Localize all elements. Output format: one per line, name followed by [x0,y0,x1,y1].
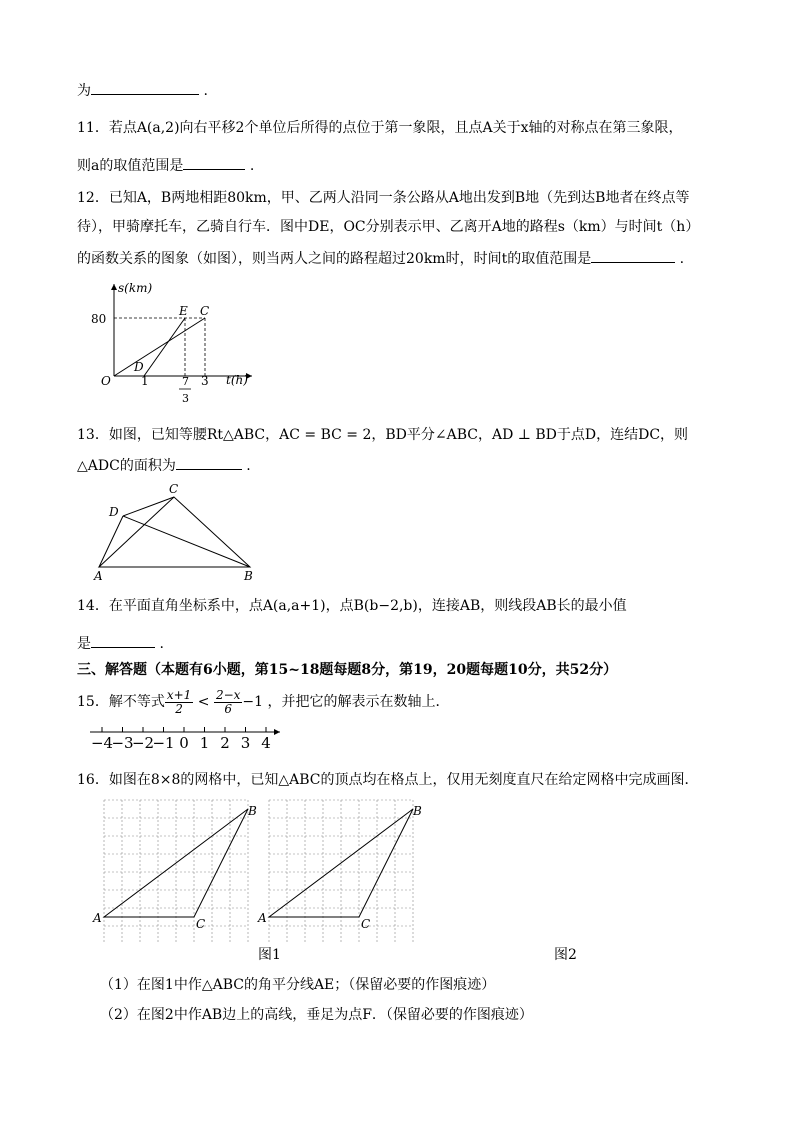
fig1-label-B: B [248,804,257,818]
q15-line [77,684,450,720]
number-line-label: 4 [261,734,271,752]
q11-answer-blank[interactable] [183,155,245,170]
fraction-1-num: x+1 [166,687,192,702]
q13-answer-blank[interactable] [176,455,242,470]
q12-line2: 待），甲骑摩托车，乙骑自行车．图中DE，OC分别表示甲、乙离开A地的路程s（km）与时间t（h） [77,219,700,235]
q11-end: . [249,158,255,174]
triangle-ABC [99,497,250,567]
fig2-label-B: B [413,804,422,818]
number-line-label: 0 [179,734,189,752]
q14-answer-blank[interactable] [91,633,155,648]
q12-graph [88,278,258,413]
fraction-2-num: 2−x [215,687,241,702]
q12-line3-text: 的函数关系的图象（如图），则当两人之间的路程超过20km时，时间t的取值范围是 [77,251,592,267]
fig1-caption: 图1 [258,947,281,963]
q16-figure-1 [90,792,262,942]
label-A: A [94,569,103,583]
number-line-label: −1 [152,734,175,752]
q12-end: . [679,251,685,267]
segment-DC [123,497,174,516]
fig1-label-C: C [196,917,206,931]
q14-line2-text: 是 [77,636,91,652]
q10-end: . [203,83,208,99]
q13-end: . [246,458,251,474]
x-tick-3: 3 [201,374,209,388]
line-OC [114,318,205,376]
y-tick-80: 80 [91,312,107,326]
x-tick-7-3-num: 7 [182,375,189,388]
segment-AD [99,516,123,567]
label-C: C [200,304,210,318]
number-line-label: 1 [199,734,210,752]
q15-prefix: 15．解不等式 [77,694,165,710]
fig2-label-C: C [361,917,371,931]
label-C: C [169,482,179,496]
q15-suffix: ，并把它的解表示在数轴上． [267,694,450,710]
q10-answer-blank[interactable] [91,80,199,95]
q12-answer-blank[interactable] [591,248,675,263]
grid-2 [269,800,413,942]
x-tick-1: 1 [141,374,149,388]
q15-number-line [88,724,288,752]
x-axis-label: t(h) [226,373,248,387]
fraction-2-den: 6 [224,701,232,716]
q15-fraction-1 [165,689,193,716]
q11-line2-text: 则a的取值范围是 [77,158,184,174]
q16-sub1: （1）在图1中作△ABC的角平分线AE；（保留必要的作图痕迹） [100,977,496,993]
section-3-heading: 三、解答题（本题有6小题，第15~18题每题8分，第19，20题每题10分，共52分） [77,662,618,678]
fig1-label-A: A [93,911,102,925]
x-tick-7-3-den: 3 [182,392,189,405]
fig2-label-A: A [258,911,267,925]
q15-lt: < [197,694,210,710]
segment-DB [123,516,250,567]
number-line-label: −4 [90,734,114,752]
fraction-1-den: 2 [175,701,183,716]
q12-line3 [77,248,684,269]
q13-line2 [77,455,251,476]
q16-line1: 16．如图在8×8的网格中，已知△ABC的顶点均在格点上，仅用无刻度直尺在给定网格中完成画图． [77,772,699,788]
q15-minus-one: −1 [242,694,264,710]
q11-line1: 11．若点A(a,2)向右平移2个单位后所得的点位于第一象限，且点A关于x轴的对称点在第三象限， [77,120,683,136]
number-line-label: −3 [111,734,134,752]
origin-label: O [101,374,111,388]
label-D: D [134,360,144,374]
q11-line2 [77,155,254,176]
number-line-label: −2 [131,734,155,752]
q16-sub2: （2）在图2中作AB边上的高线，垂足为点F．（保留必要的作图痕迹） [100,1007,533,1023]
fig2-caption: 图2 [554,947,577,963]
label-D: D [109,505,119,519]
q12-line1: 12．已知A，B两地相距80km，甲、乙两人沿同一条公路从A地出发到B地（先到达B地者在终点等 [77,190,690,206]
q14-line1: 14．在平面直角坐标系中，点A(a,a+1)，点B(b−2,b)，连接AB，则线段AB长的最小值 [77,598,627,614]
grid-1 [104,800,248,942]
q13-line1: 13．如图，已知等腰Rt△ABC，AC = BC = 2，BD平分∠ABC，AD ⊥ BD于点D，连结DC，则 [77,427,689,443]
q10-tail-line [77,80,208,101]
q13-line2-text: △ADC的面积为 [77,458,176,474]
q15-fraction-2 [214,689,242,716]
q10-prefix: 为 [77,83,91,99]
line-DE [144,318,185,376]
y-axis-label: s(km) [118,281,153,295]
q14-end: . [159,636,164,652]
label-B: B [244,569,253,583]
number-line-label: 2 [220,734,230,752]
number-line-label: 3 [240,734,251,752]
q16-figure-2 [255,792,427,942]
q13-triangle-figure [88,480,263,585]
q14-line2 [77,633,164,654]
label-E: E [179,304,188,318]
